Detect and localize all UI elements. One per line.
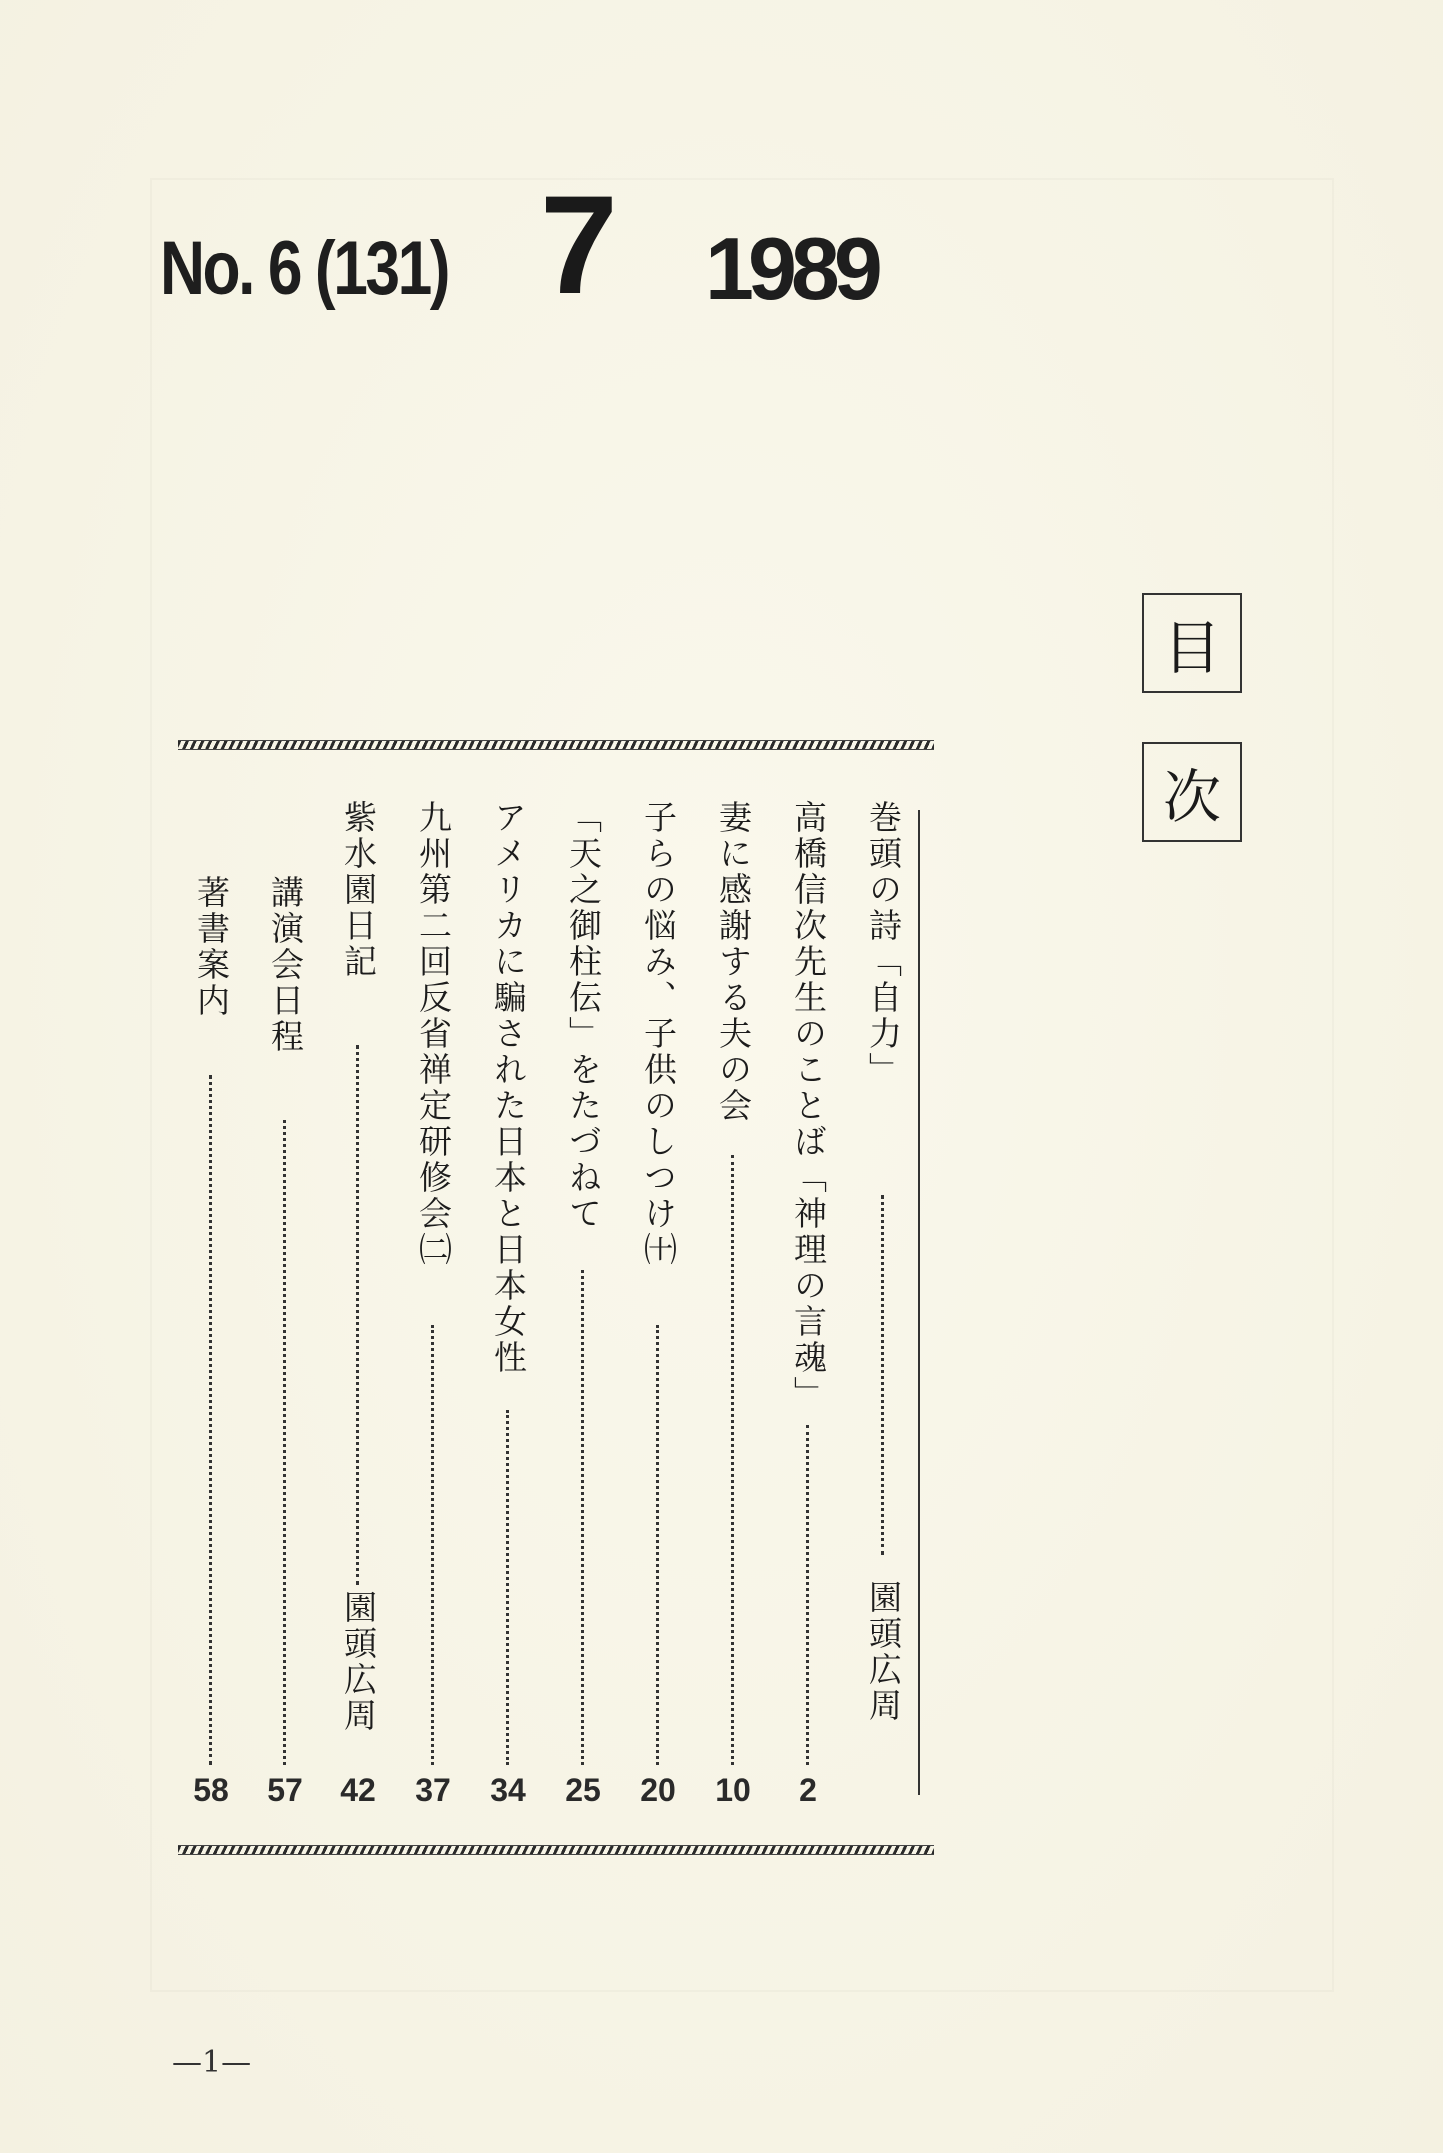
toc-entry-title: 九州第二回反省禅定研修会㈡ (414, 800, 453, 1268)
issue-header (160, 166, 920, 335)
toc-entry-title: 講演会日程 (266, 875, 305, 1055)
toc-entry[interactable] (410, 800, 456, 1808)
leader-dots (731, 1155, 734, 1765)
toc-entry-page: 20 (640, 1772, 676, 1808)
issue-number: No. 6 (131) (160, 226, 449, 311)
toc-entry-page: 37 (415, 1772, 451, 1808)
toc-entry-page: 58 (193, 1772, 229, 1808)
toc-entry-title: 高橋信次先生のことば「神理の言魂」 (789, 800, 828, 1412)
leader-dots (209, 1075, 212, 1765)
contents-title-char-1: 目 (1142, 593, 1242, 693)
bottom-rule (178, 1845, 934, 1855)
toc-entry[interactable] (485, 800, 531, 1808)
issue-month: 7 (540, 166, 618, 323)
toc-entry-author: 園頭広周 (864, 1580, 903, 1724)
toc-entry[interactable] (860, 800, 906, 1790)
toc-entry[interactable] (262, 800, 308, 1808)
toc-entry-page: 42 (340, 1772, 376, 1808)
toc-entry-title: 著書案内 (192, 875, 231, 1019)
leader-dots (581, 1270, 584, 1765)
toc-divider (918, 810, 920, 1795)
toc-entry-title: 子らの悩み、子供のしつけ㈩ (639, 800, 678, 1268)
toc-entry[interactable] (710, 800, 756, 1808)
leader-dots (431, 1325, 434, 1765)
toc-entry-title: アメリカに騙された日本と日本女性 (489, 800, 528, 1376)
page-number: —1— (172, 2045, 252, 2080)
leader-dots (506, 1410, 509, 1765)
toc-entry-page: 34 (490, 1772, 526, 1808)
issue-year: 1989 (705, 219, 877, 318)
toc-entry-title: 紫水園日記 (339, 800, 378, 980)
toc-entry-page: 10 (715, 1772, 751, 1808)
contents-title-char-2: 次 (1142, 742, 1242, 842)
toc-entry-page: 57 (267, 1772, 303, 1808)
toc-entry[interactable] (635, 800, 681, 1808)
top-rule (178, 740, 934, 750)
toc-entry[interactable] (188, 800, 234, 1808)
toc-entry-page: 2 (799, 1772, 817, 1808)
toc-entry-title: 「天之御柱伝」をたづねて (564, 800, 603, 1232)
toc-entry-author: 園頭広周 (339, 1590, 378, 1734)
toc-entry-page: 25 (565, 1772, 601, 1808)
leader-dots (656, 1325, 659, 1765)
toc-entry[interactable] (785, 800, 831, 1808)
toc-entry-title: 巻頭の詩「自力」 (864, 800, 903, 1088)
toc-entry[interactable] (560, 800, 606, 1808)
toc-entry-title: 妻に感謝する夫の会 (714, 800, 753, 1124)
leader-dots (356, 1045, 359, 1585)
leader-dots (881, 1195, 884, 1555)
leader-dots (283, 1120, 286, 1765)
leader-dots (806, 1425, 809, 1765)
toc-entry[interactable] (335, 800, 381, 1808)
